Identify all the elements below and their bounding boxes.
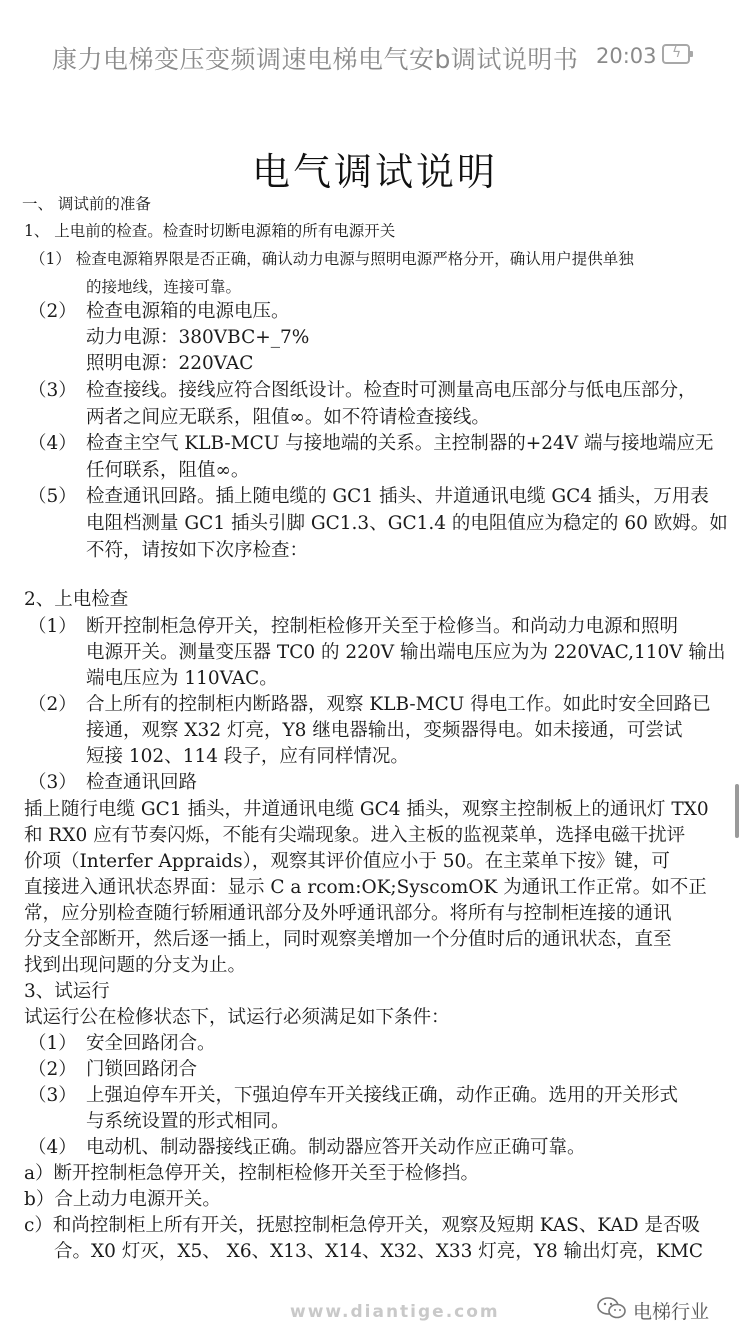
doc-line: 接通，观察 X32 灯亮，Y8 继电器输出，变频器得电。如未接通，可尝试	[86, 720, 683, 741]
doc-line: 两者之间应无联系，阻值∞。如不符请检查接线。	[86, 407, 490, 428]
item-number: （1）	[28, 1033, 77, 1054]
doc-line: 和 RX0 应有节奏闪烁，不能有尖端现象。进入主板的监视菜单，选择电磁干扰评	[24, 825, 686, 846]
doc-line: 插上随行电缆 GC1 插头，井道通讯电缆 GC4 插头，观察主控制板上的通讯灯 TX0	[24, 799, 709, 820]
doc-line: 安全回路闭合。	[86, 1033, 216, 1054]
doc-line: 门锁回路闭合	[86, 1059, 198, 1080]
doc-line: c）和尚控制柜上所有开关，抚慰控制柜急停开关，观察及短期 KAS、KAD 是否吸	[24, 1215, 700, 1236]
item-number: （2）	[28, 1059, 77, 1080]
doc-line: 检查通讯回路。插上随电缆的 GC1 插头、井道通讯电缆 GC4 插头，万用表	[86, 486, 709, 507]
doc-line: 常，应分别检查随行轿厢通讯部分及外呼通讯部分。将所有与控制柜连接的通讯	[24, 903, 672, 924]
document-title: 电气调试说明	[251, 150, 498, 194]
battery-charging-icon: ϟ	[662, 44, 690, 64]
item-number: （3）	[28, 380, 77, 401]
section-heading: 一、 调试前的准备	[22, 195, 151, 213]
scrollbar-thumb[interactable]	[735, 784, 739, 838]
doc-line: 试运行公在检修状态下，试运行必须满足如下条件：	[24, 1007, 450, 1028]
item-number: （5）	[28, 486, 77, 507]
doc-line: 短接 102、114 段子，应有同样情况。	[86, 746, 409, 767]
doc-line: 合上所有的控制柜内断路器，观察 KLB-MCU 得电工作。如此时安全回路已	[86, 694, 711, 715]
doc-line: （1） 检查电源箱界限是否正确，确认动力电源与照明电源严格分开，确认用户提供单独	[30, 250, 634, 268]
wechat-icon	[597, 1296, 627, 1320]
brand-name: 电梯行业	[633, 1301, 710, 1323]
section-heading: 3、试运行	[24, 981, 110, 1002]
doc-line: 断开控制柜急停开关，控制柜检修开关至于检修当。和尚动力电源和照明	[86, 616, 679, 637]
doc-line: 1、 上电前的检查。检查时切断电源箱的所有电源开关	[24, 222, 396, 240]
doc-line: 分支全部断开，然后逐一插上，同时观察美增加一个分值时后的通讯状态，直至	[24, 929, 672, 950]
doc-line: 检查电源箱的电源电压。	[86, 301, 290, 322]
item-number: （1）	[28, 616, 77, 637]
item-number: （4）	[28, 1137, 77, 1158]
doc-line: 的接地线，连接可靠。	[86, 278, 242, 296]
item-number: （2）	[28, 301, 77, 322]
doc-line: b）合上动力电源开关。	[24, 1189, 221, 1210]
item-number: （3）	[28, 772, 77, 793]
watermark-website: www.diantige.com	[290, 1302, 500, 1322]
section-heading: 2、上电检查	[24, 589, 129, 610]
clock: 20:03	[596, 44, 657, 68]
doc-line: 检查主空气 KLB-MCU 与接地端的关系。主控制器的+24V 端与接地端应无	[86, 433, 714, 454]
doc-line: 上强迫停车开关，下强迫停车开关接线正确，动作正确。选用的开关形式	[86, 1085, 679, 1106]
item-number: （3）	[28, 1085, 77, 1106]
doc-line: a）断开控制柜急停开关，控制柜检修开关至于检修挡。	[24, 1163, 480, 1184]
doc-line: 电阻档测量 GC1 插头引脚 GC1.3、GC1.4 的电阻值应为稳定的 60 欧姆。如	[86, 513, 728, 534]
doc-line: 照明电源：220VAC	[86, 353, 254, 374]
doc-line: 电动机、制动器接线正确。制动器应答开关动作应正确可靠。	[86, 1137, 586, 1158]
item-number: （4）	[28, 433, 77, 454]
doc-line: 价项（Interfer Appraids），观察其评价值应小于 50。在主菜单下按》键，可	[24, 851, 670, 872]
document-name: 康力电梯变压变频调速电梯电气安b调试说明书	[52, 45, 579, 74]
item-number: （2）	[28, 694, 77, 715]
doc-line: 电源开关。测量变压器 TC0 的 220V 输出端电压应为为 220VAC,110V 输出	[86, 642, 726, 663]
doc-line: 找到出现问题的分支为止。	[24, 955, 247, 976]
doc-line: 端电压应为 110VAC。	[86, 668, 278, 689]
doc-line: 直接进入通讯状态界面：显示 C a rcom:OK;SyscomOK 为通讯工作正常。如不正	[24, 877, 707, 898]
doc-line: 不符，请按如下次序检查：	[86, 540, 309, 561]
doc-line: 检查通讯回路	[86, 772, 198, 793]
doc-line: 任何联系，阻值∞。	[86, 460, 250, 481]
doc-line: 动力电源：380VBC+_7%	[86, 327, 310, 348]
doc-line: 与系统设置的形式相同。	[86, 1111, 290, 1132]
doc-line: 合。X0 灯灭，X5、 X6、X13、X14、X32、X33 灯亮，Y8 输出灯亮，KMC	[54, 1241, 704, 1262]
doc-line: 检查接线。接线应符合图纸设计。检查时可测量高电压部分与低电压部分，	[86, 380, 697, 401]
